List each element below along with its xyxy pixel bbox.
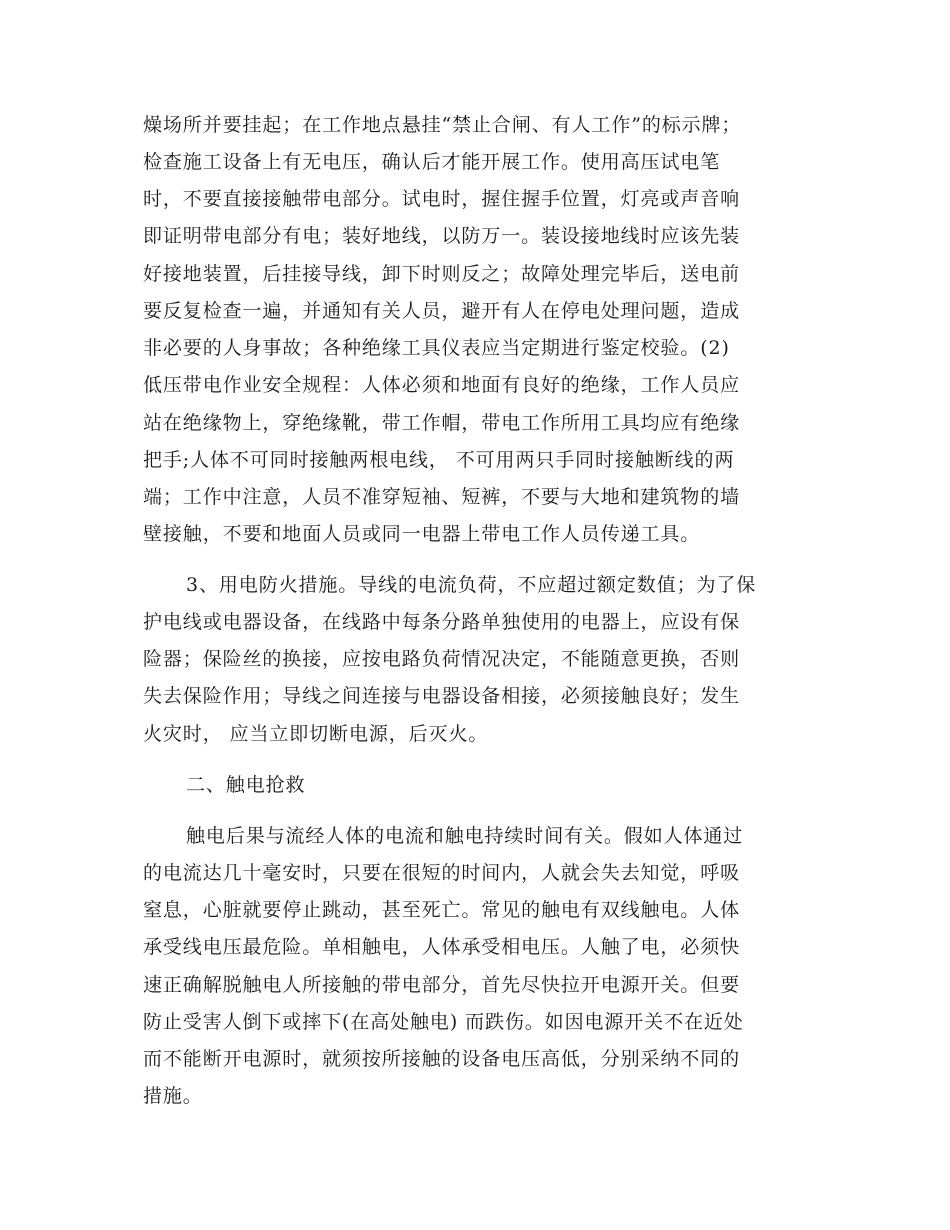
text-line: 承受线电压最危险。单相触电，人体承受相电压。人触了电，必须快 (143, 936, 741, 958)
text-line: 窒息，心脏就要停止跳动，甚至死亡。常见的触电有双线触电。人体 (143, 899, 741, 921)
paragraph-first-line: 3、用电防火措施。导线的电流负荷，不应超过额定数值；为了保 (186, 574, 757, 596)
text-line: 检查施工设备上有无电压，确认后才能开展工作。使用高压试电笔 (143, 151, 721, 173)
text-line: 站在绝缘物上，穿绝缘靴，带工作帽，带电工作所用工具均应有绝缘 (143, 412, 741, 434)
text-line: 端；工作中注意，人员不准穿短袖、短裤，不要与大地和建筑物的墙 (143, 486, 741, 508)
text-line: 火灾时， 应当立即切断电源，后灭火。 (143, 723, 489, 745)
text-line: 把手;人体不可同时接触两根电线， 不可用两只手同时接触断线的两 (143, 449, 735, 471)
text-line: 的电流达几十毫安时，只要在很短的时间内，人就会失去知觉，呼吸 (143, 862, 741, 884)
text-line: 防止受害人倒下或摔下(在高处触电) 而跌伤。如因电源开关不在近处 (143, 1011, 744, 1033)
text-line: 要反复检查一遍，并通知有关人员，避开有人在停电处理问题，造成 (143, 300, 741, 322)
text-line: 非必要的人身事故；各种绝缘工具仪表应当定期进行鉴定校验。(2) (143, 337, 730, 359)
text-line: 而不能断开电源时，就须按所接触的设备电压高低，分别采纳不同的 (143, 1048, 741, 1070)
text-line: 低压带电作业安全规程：人体必须和地面有良好的绝缘，工作人员应 (143, 374, 741, 396)
text-line: 燥场所并要挂起；在工作地点悬挂“禁止合闸、有人工作”的标示牌； (143, 114, 742, 136)
text-line: 好接地装置，后挂接导线，卸下时则反之；故障处理完毕后，送电前 (143, 263, 741, 285)
text-line: 护电线或电器设备，在线路中每条分路单独使用的电器上，应设有保 (143, 611, 741, 633)
paragraph-first-line: 触电后果与流经人体的电流和触电持续时间有关。假如人体通过 (186, 825, 744, 847)
text-line: 时，不要直接接触带电部分。试电时，握住握手位置，灯亮或声音响 (143, 188, 741, 210)
text-line: 失去保险作用；导线之间连接与电器设备相接，必须接触良好；发生 (143, 685, 741, 707)
text-line: 即证明带电部分有电；装好地线，以防万一。装设接地线时应该先装 (143, 225, 741, 247)
section-heading: 二、触电抢救 (186, 774, 306, 796)
text-line: 速正确解脱触电人所接触的带电部分，首先尽快拉开电源开关。但要 (143, 974, 741, 996)
text-line: 措施。 (143, 1085, 203, 1107)
text-line: 壁接触，不要和地面人员或同一电器上带电工作人员传递工具。 (143, 523, 701, 545)
text-line: 险器；保险丝的换接，应按电路负荷情况决定，不能随意更换，否则 (143, 648, 741, 670)
